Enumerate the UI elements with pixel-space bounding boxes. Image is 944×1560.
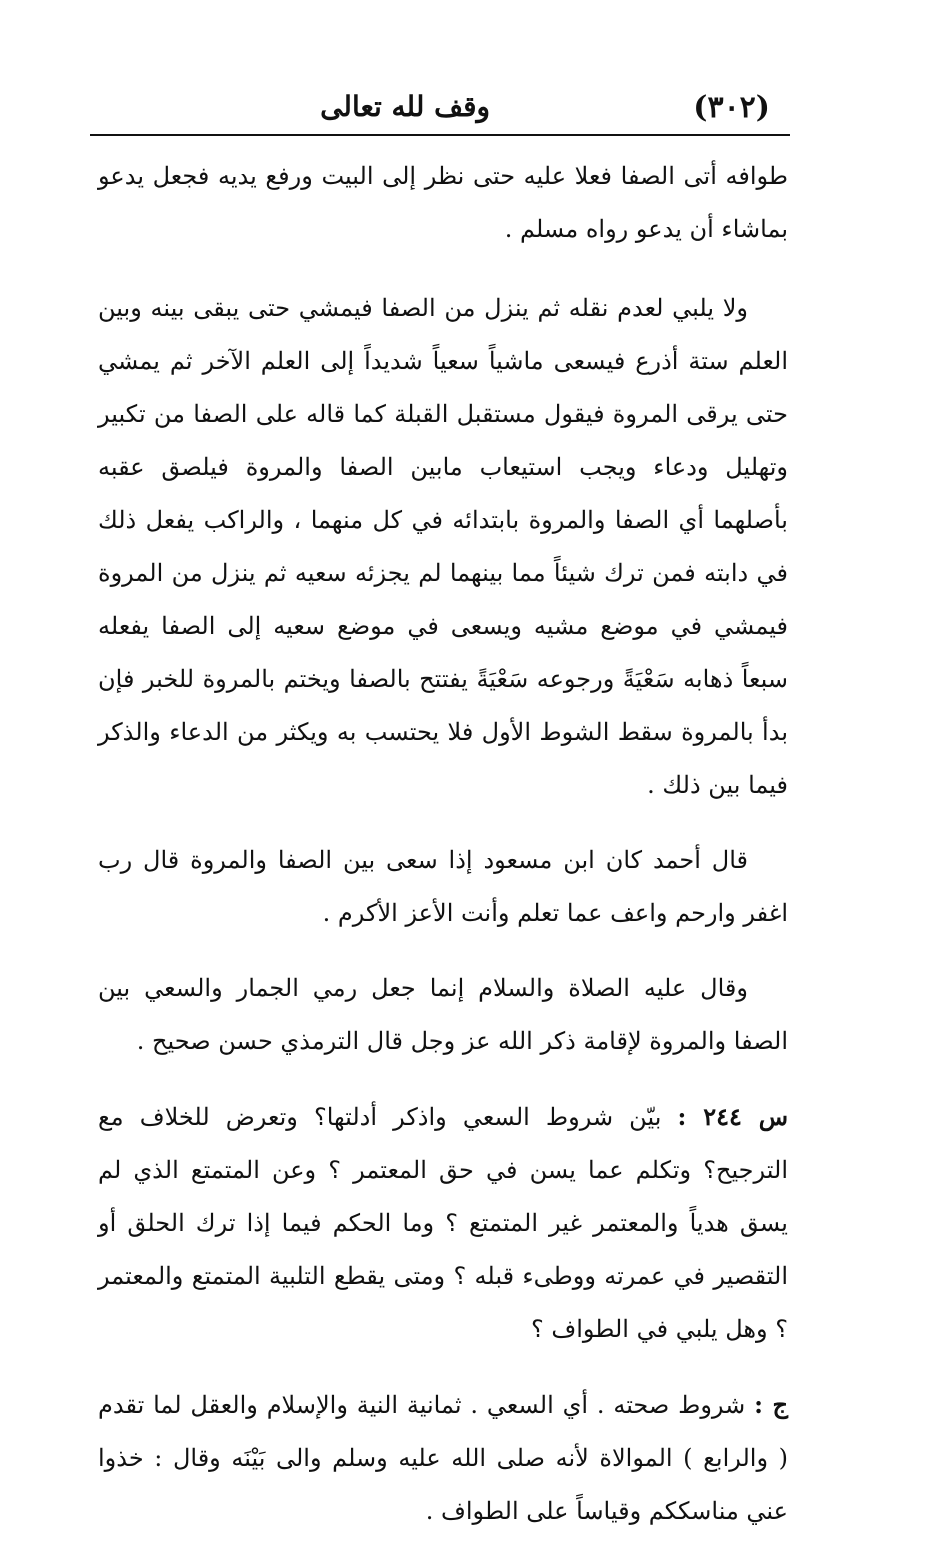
answer-block <box>98 1378 788 1538</box>
header-rule <box>90 134 790 136</box>
page-header <box>90 82 790 132</box>
question-label: س ٢٤٤ : <box>677 1102 788 1131</box>
running-title: وقف لله تعالى <box>320 90 490 123</box>
question-text: بيّن شروط السعي واذكر أدلتها؟ وتعرض للخلاف مع الترجيح؟ وتكلم عما يسن في حق المعتمر ؟ وعن المتمتع الذي لم يسق هدياً والمعتمر غير المتمتع ؟ وما الحكم فيما إذا ترك الحلق أو التقصير في عمرته ووطىء قبله ؟ ومتى يقطع التلبية المتمتع والمعتمر ؟ وهل يلبي في الطواف ؟ <box>98 1103 788 1343</box>
page-body <box>98 150 788 1560</box>
answer-label: ج : <box>754 1390 788 1419</box>
paragraph-hadith: وقال عليه الصلاة والسلام إنما جعل رمي الجمار والسعي بين الصفا والمروة لإقامة ذكر الله عز وجل قال الترمذي حسن صحيح . <box>98 974 788 1055</box>
paragraph-continuation: طوافه أتى الصفا فعلا عليه حتى نظر إلى البيت ورفع يديه فجعل يدعو بماشاء أن يدعو رواه مسلم . <box>98 162 788 243</box>
answer-text: شروط صحته . أي السعي . ثمانية النية والإسلام والعقل لما تقدم ( والرابع ) الموالاة لأنه صلى الله عليه وسلم والى بَيْنَه وقال : خذوا عني مناسككم وقياساً على الطواف . <box>98 1391 788 1525</box>
page-number: (٣٠٢) <box>693 90 770 125</box>
paragraph-ahmad-quote: قال أحمد كان ابن مسعود إذا سعى بين الصفا والمروة قال رب اغفر وارحم واعف عما تعلم وأنت الأعز الأكرم . <box>98 846 788 927</box>
paragraph-sai-description: ولا يلبي لعدم نقله ثم ينزل من الصفا فيمشي حتى يبقى بينه وبين العلم ستة أذرع فيسعى ماشياً سعياً شديداً إلى العلم الآخر ثم يمشي حتى يرقى المروة فيقول مستقبل القبلة كما قاله على الصفا من تكبير وتهليل ودعاء ويجب استيعاب مابين الصفا والمروة فيلصق عقبه بأصلهما أي الصفا والمروة بابتدائه في كل منهما ، والراكب يفعل ذلك في دابته فمن ترك شيئاً مما بينهما لم يجزئه سعيه ثم ينزل من المروة فيمشي في موضع مشيه ويسعى في موضع سعيه إلى الصفا يفعله سبعاً ذهابه سَعْيَةً ورجوعه سَعْيَةً يفتتح بالصفا ويختم بالمروة للخبر فإن بدأ بالمروة سقط الشوط الأول فلا يحتسب به ويكثر من الدعاء والذكر فيما بين ذلك . <box>98 294 788 799</box>
question-block <box>98 1090 788 1356</box>
